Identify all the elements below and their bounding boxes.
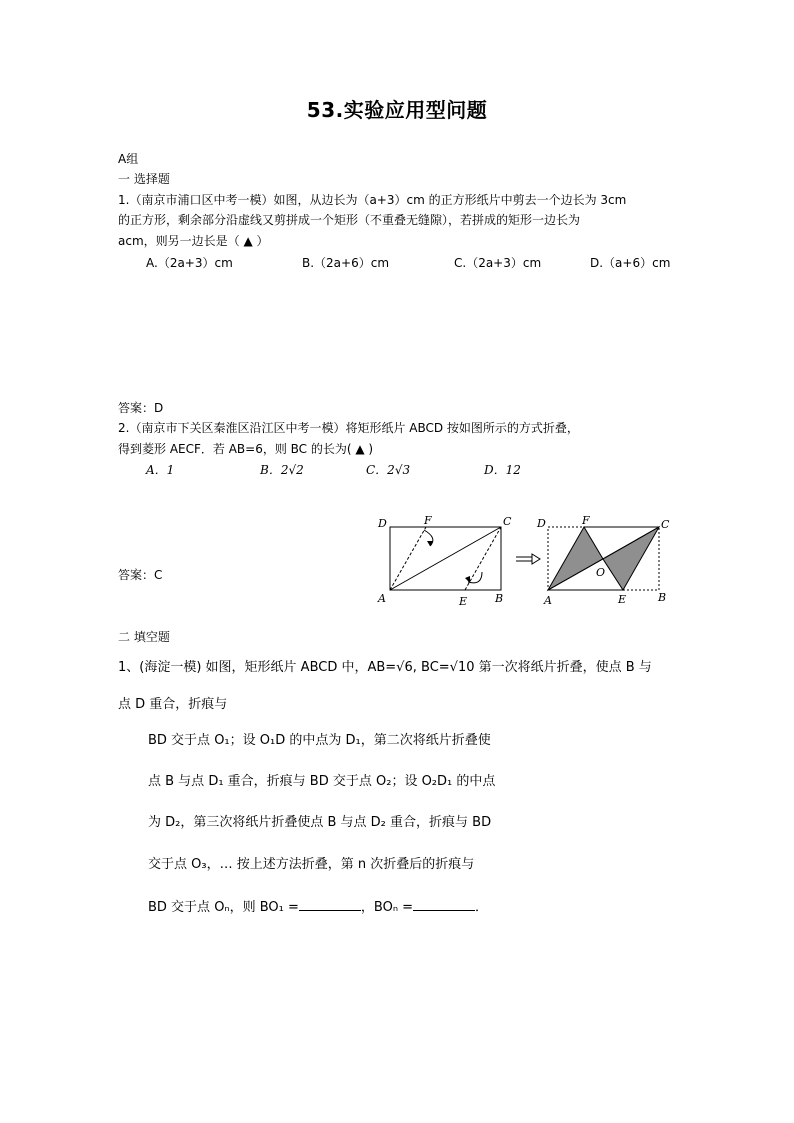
q3-line6: 交于点 O₃，… 按上述方法折叠，第 n 次折叠后的折痕与: [148, 857, 475, 872]
section-heading-fill: 二 填空题: [118, 630, 170, 644]
fold-arrowhead-bottom-icon: [465, 576, 470, 583]
q3-line1: 1、(海淀一模) 如图，矩形纸片 ABCD 中，AB=√6, BC=√10 第一次将纸片折叠，使点 B 与: [118, 660, 652, 675]
section-heading-choice: 一 选择题: [118, 172, 170, 186]
shaded-triangle-right: [603, 527, 659, 590]
q2-option-b: B．2√2: [260, 463, 304, 477]
q3-line7: [148, 900, 488, 915]
q1-option-c: C.（2a+3）cm: [454, 256, 542, 270]
label-e-right: E: [618, 593, 627, 606]
group-label: A组: [118, 152, 139, 166]
q1-line3: acm，则另一边长是（ ▲ ）: [118, 234, 269, 248]
q1-line1: 1.（南京市浦口区中考一模）如图，从边长为（a+3）cm 的正方形纸片中剪去一个边长为 3cm: [118, 193, 627, 207]
label-c-right: C: [661, 518, 670, 531]
label-e: E: [459, 595, 468, 608]
q3-line5: 为 D₂，第三次将纸片折叠使点 B 与点 D₂ 重合，折痕与 BD: [148, 815, 492, 830]
q1-line2: 的正方形，剩余部分沿虚线又剪拼成一个矩形（不重叠无缝隙），若拼成的矩形一边长为: [118, 213, 581, 227]
q2-answer: 答案：C: [118, 568, 163, 582]
q2-option-a: A．1: [146, 463, 175, 477]
label-b: B: [495, 592, 504, 605]
label-c: C: [503, 515, 512, 528]
label-f: F: [424, 514, 432, 527]
q2-line1: 2.（南京市下关区秦淮区沿江区中考一模）将矩形纸片 ABCD 按如图所示的方式折叠，: [118, 421, 579, 435]
fold-line-ec: [465, 527, 501, 590]
q3-line4: 点 B 与点 D₁ 重合，折痕与 BD 交于点 O₂；设 O₂D₁ 的中点: [148, 774, 496, 789]
q3-line7-end: ．: [475, 900, 489, 915]
label-o: O: [596, 566, 606, 579]
shaded-triangle-left: [548, 527, 606, 590]
q2-line2: 得到菱形 AECF．若 AB=6，则 BC 的长为( ▲ ): [118, 442, 374, 456]
label-a: A: [378, 592, 386, 605]
q1-answer: 答案：D: [118, 401, 164, 415]
q3-line3: BD 交于点 O₁；设 O₁D 的中点为 D₁，第二次将纸片折叠使: [148, 733, 491, 748]
fold-line-af: [390, 527, 426, 590]
label-f-right: F: [582, 514, 590, 527]
answer-blank-bon[interactable]: [413, 900, 475, 911]
q3-line7-prefix: BD 交于点 Oₙ，则 BO₁ =: [148, 900, 299, 915]
label-d-right: D: [537, 517, 546, 530]
q1-option-a: A.（2a+3）cm: [146, 256, 233, 270]
fold-arrow-top-icon: [424, 530, 433, 546]
q1-option-d: D.（a+6）cm: [590, 256, 671, 270]
q2-option-c: C．2√3: [366, 463, 411, 477]
q3-line2: 点 D 重合，折痕与: [118, 697, 228, 712]
label-b-right: B: [658, 591, 667, 604]
label-d: D: [378, 517, 387, 530]
label-a-right: A: [544, 594, 552, 607]
q3-line7-middle: ，BOₙ =: [360, 900, 414, 915]
answer-blank-bo1[interactable]: [299, 900, 361, 911]
q2-option-d: D．12: [484, 463, 521, 477]
diagonal-ac-right: [548, 527, 659, 590]
diagonal-ac: [390, 527, 501, 590]
page-title: 53.实验应用型问题: [306, 98, 488, 122]
right-arrow-icon: [532, 554, 540, 564]
q2-fold-figure: [370, 510, 680, 610]
q1-option-b: B.（2a+6）cm: [302, 256, 390, 270]
